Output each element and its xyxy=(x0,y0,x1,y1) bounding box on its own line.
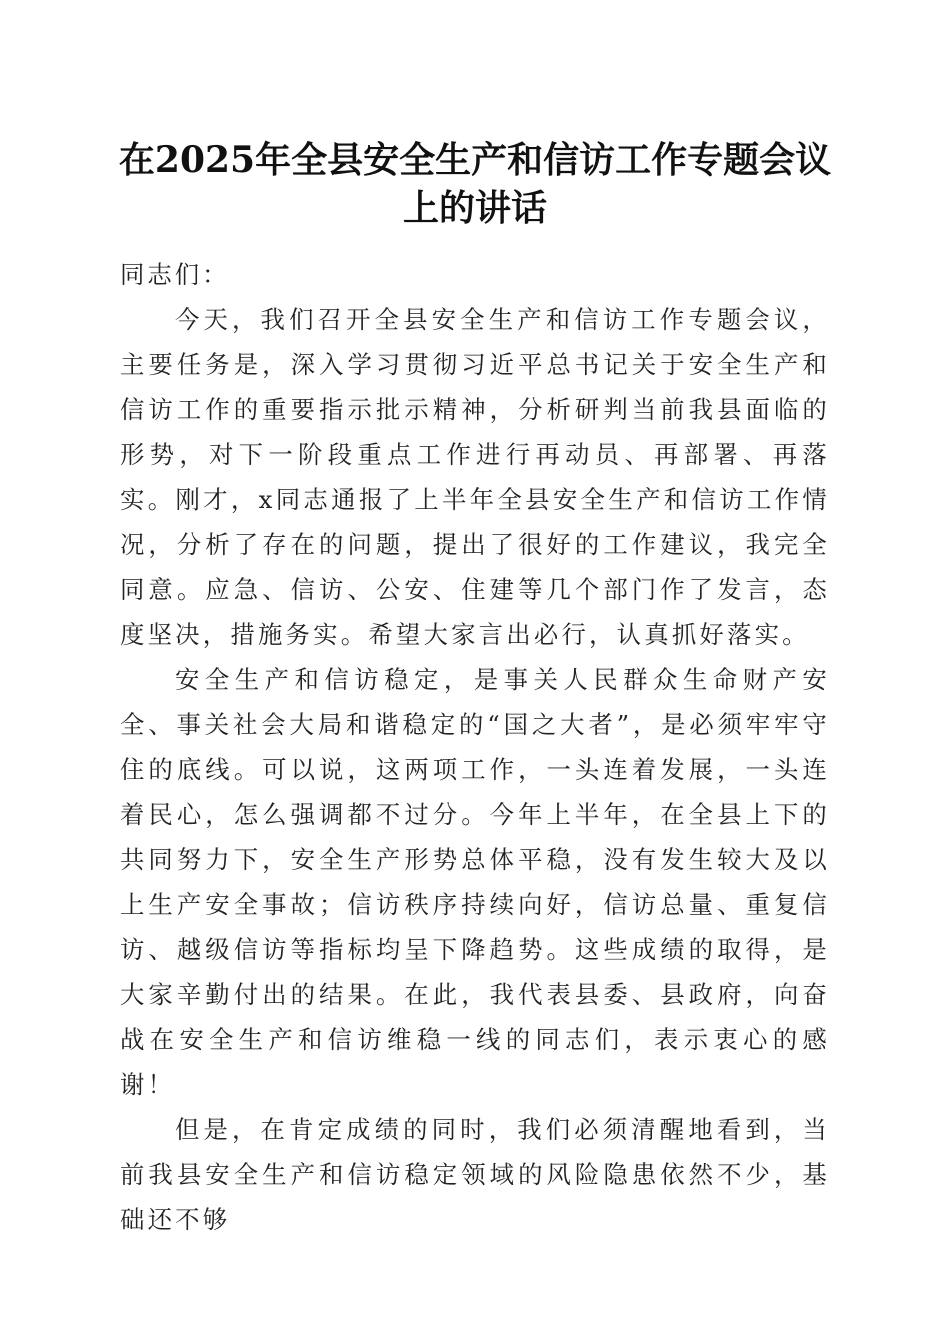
salutation: 同志们： xyxy=(120,260,230,289)
paragraph-1: 今天，我们召开全县安全生产和信访工作专题会议，主要任务是，深入学习贯彻习近平总书记关于安全生产和信访工作的重要指示批示精神，分析研判当前我县面临的形势，对下一阶段重点工作进行再动员、再部署、再落实。刚才，x同志通报了上半年全县安全生产和信访工作情况，分析了存在的问题，提出了很好的工作建议，我完全同意。应急、信访、公安、住建等几个部门作了发言，态度坚决，措施务实。希望大家言出必行，认真抓好落实。 xyxy=(120,305,830,649)
document-body xyxy=(120,252,830,1242)
title-line-2: 上的讲话 xyxy=(402,187,547,229)
document-title xyxy=(100,136,850,232)
paragraph-3: 但是，在肯定成绩的同时，我们必须清醒地看到，当前我县安全生产和信访稳定领域的风险隐患依然不少，基础还不够 xyxy=(120,1115,830,1234)
title-line-1: 在2025年全县安全生产和信访工作专题会议 xyxy=(118,139,832,181)
paragraph-2: 安全生产和信访稳定，是事关人民群众生命财产安全、事关社会大局和谐稳定的“国之大者”，是必须牢牢守住的底线。可以说，这两项工作，一头连着发展，一头连着民心，怎么强调都不过分。今年上半年，在全县上下的共同努力下，安全生产形势总体平稳，没有发生较大及以上生产安全事故；信访秩序持续向好，信访总量、重复信访、越级信访等指标均呈下降趋势。这些成绩的取得，是大家辛勤付出的结果。在此，我代表县委、县政府，向奋战在安全生产和信访维稳一线的同志们，表示衷心的感谢！ xyxy=(120,665,830,1099)
